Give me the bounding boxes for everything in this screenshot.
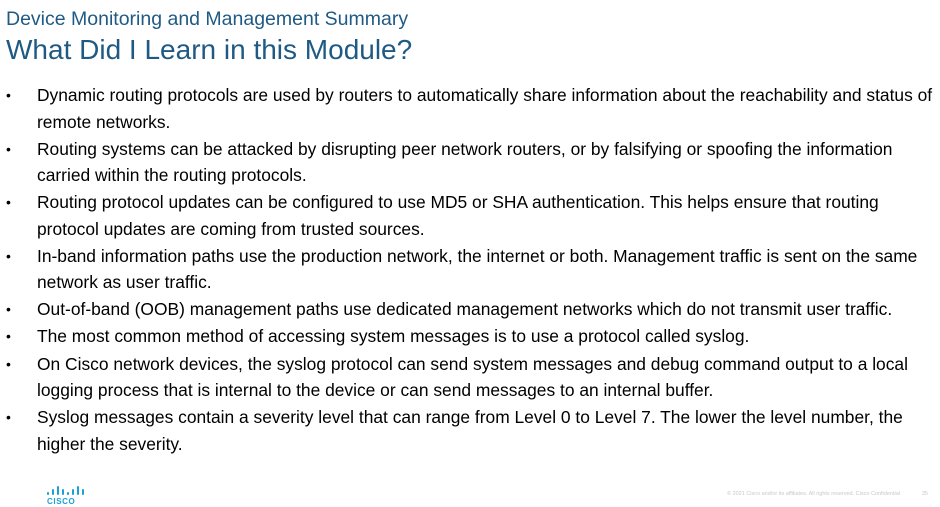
bullet-text: Out-of-band (OOB) management paths use dedicated management networks which do not transmit user traffic. [37,299,893,320]
bullet-text: Syslog messages contain a severity level that can range from Level 0 to Level 7. The lower the level number, the higher the severity. [37,407,903,454]
slide-title: What Did I Learn in this Module? [6,34,413,65]
bullet-text: Routing systems can be attacked by disrupting peer network routers, or by falsifying or spoofing the information carried within the routing protocols. [37,138,893,186]
bullet-item [0,351,936,404]
bullet-item [0,404,936,457]
bullet-text: In-band information paths use the production network, the internet or both. Management traffic is sent on the same network as user traffic. [37,245,918,293]
footer-copyright: © 2021 Cisco and/or its affiliates. All rights reserved. Cisco Confidential [726,491,900,497]
bullet-marker: • [6,194,11,211]
bullet-text: On Cisco network devices, the syslog protocol can send system messages and debug command output to a local logging process that is internal to the device or can send messages to an internal buffer. [37,353,908,401]
bullet-text: Dynamic routing protocols are used by routers to automatically share information about the reachability and status of remote networks. [37,85,933,132]
bullet-marker: • [6,328,11,345]
cisco-logo [46,486,86,506]
bullet-marker: • [6,355,11,372]
bullet-marker: • [6,87,11,103]
bullet-marker: • [6,409,11,426]
bullet-item [0,323,936,350]
slide-header [6,6,930,67]
bullet-marker: • [6,140,11,157]
footer-page-number: 35 [921,491,928,497]
bullet-item [0,136,936,189]
bullet-item [0,296,936,323]
slide-supertitle: Device Monitoring and Management Summary [6,8,409,30]
bullet-text: Routing protocol updates can be configured to use MD5 or SHA authentication. This helps ensure that routing protocol updates are coming from trusted sources. [37,192,879,239]
bullet-item [0,189,936,242]
bullet-marker: • [6,247,11,264]
cisco-bars-icon [46,486,86,495]
cisco-wordmark: CISCO [47,497,76,506]
bullet-item [0,243,936,296]
bullet-marker: • [6,301,11,318]
bullet-list [0,82,936,458]
bullet-text: The most common method of accessing system messages is to use a protocol called syslog. [37,326,750,347]
bullet-item [0,82,936,135]
